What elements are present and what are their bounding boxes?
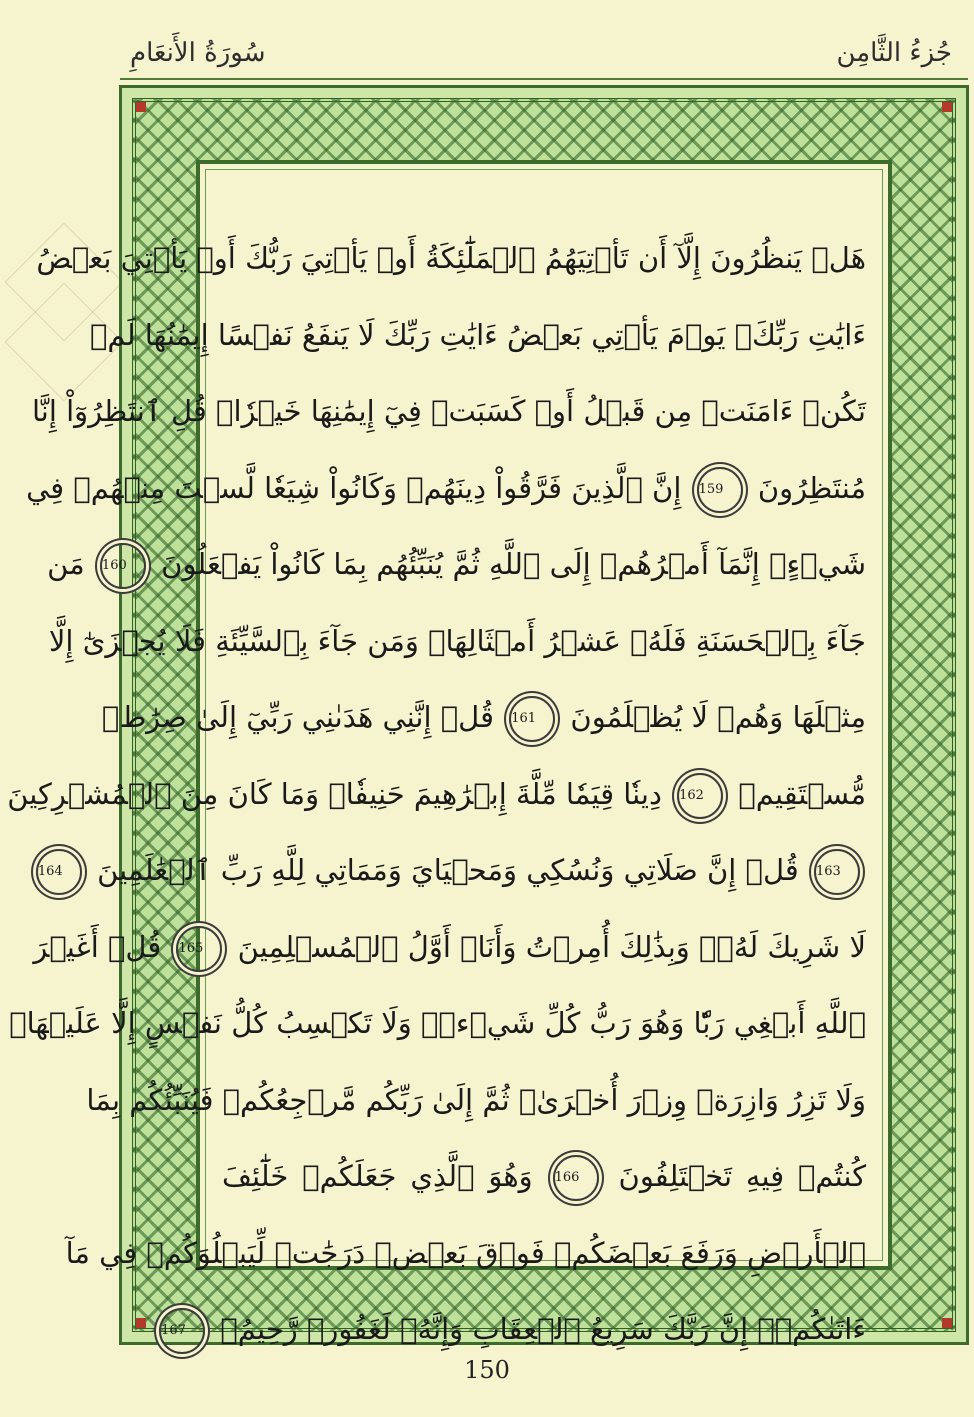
text-line xyxy=(37,832,866,909)
verse-text: ءَايَٰتِ رَبِّكَۗ يَوۡمَ يَأۡتِي بَعۡضُ ءَايَٰتِ رَبِّكَ لَا يَنفَعُ نَفۡسًا إِيمَٰنُهَا لَمۡ xyxy=(90,317,866,352)
ayah-number-marker: 164 xyxy=(36,849,82,895)
ayah-number-marker: 166 xyxy=(553,1155,599,1201)
text-line xyxy=(101,679,866,756)
verse-text: مِثۡلَهَا وَهُمۡ لَا يُظۡلَمُونَ xyxy=(570,700,866,734)
verse-text: مُنتَظِرُونَ xyxy=(757,470,866,505)
text-line xyxy=(7,756,866,833)
verse-text: تَكُنۡ ءَامَنَتۡ مِن قَبۡلُ أَوۡ كَسَبَتۡ فِيٓ إِيمَٰنِهَا خَيۡرٗاۗ قُلِ ٱنتَظِرُوٓاْ إِنَّا xyxy=(31,394,866,428)
verse-text: ٱللَّهِ أَبۡغِي رَبّٗا وَهُوَ رَبُّ كُلِّ شَيۡءٖۚ وَلَا تَكۡسِبُ كُلُّ نَفۡسٍ إِلَّا عَلَيۡهَاۚ xyxy=(9,1006,866,1040)
text-line xyxy=(222,1138,866,1215)
verse-text: مُّسۡتَقِيمٖ xyxy=(738,776,866,811)
text-line xyxy=(48,603,866,680)
corner-ornament xyxy=(942,102,952,112)
verse-text: إِنَّ ٱلَّذِينَ فَرَّقُواْ دِينَهُمۡ وَكَانُواْ شِيَعٗا لَّسۡتَ مِنۡهُمۡ فِي xyxy=(26,470,682,505)
verse-text: قُلۡ أَغَيۡرَ xyxy=(33,929,162,964)
verse-text: لَا شَرِيكَ لَهُۥۖ وَبِذَٰلِكَ أُمِرۡتُ وَأَنَا۠ أَوَّلُ ٱلۡمُسۡلِمِينَ xyxy=(237,929,866,964)
text-panel xyxy=(7,160,892,1346)
verse-lines xyxy=(7,220,888,1368)
verse-text: وَهُوَ ٱلَّذِي جَعَلَكُمۡ خَلَٰٓئِفَ xyxy=(222,1159,533,1193)
corner-ornament xyxy=(136,1318,146,1328)
text-line xyxy=(31,373,866,450)
text-line xyxy=(9,985,866,1062)
page-number: 150 xyxy=(464,1356,510,1384)
corner-ornament xyxy=(136,102,146,112)
verse-text: ءَاتَىٰكُمۡۗ إِنَّ رَبَّكَ سَرِيعُ ٱلۡعِقَابِ وَإِنَّهُۥ لَغَفُورٞ رَّحِيمُۢ xyxy=(220,1312,866,1346)
text-line xyxy=(90,297,866,374)
surah-title: سُورَةُ الأَنعَامِ xyxy=(130,38,266,68)
verse-text: قُلۡ إِنَّ صَلَاتِي وَنُسُكِي وَمَحۡيَايَ وَمَمَاتِي لِلَّهِ رَبِّ ٱلۡعَٰلَمِينَ xyxy=(97,853,799,887)
verse-text: شَيۡءٍۚ إِنَّمَآ أَمۡرُهُمۡ إِلَى ٱللَّهِ ثُمَّ يُنَبِّئُهُم بِمَا كَانُواْ يَفۡعَلُونَ xyxy=(161,547,866,581)
text-line xyxy=(65,1215,866,1292)
corner-ornament xyxy=(942,1318,952,1328)
text-line xyxy=(36,220,866,297)
verse-text: هَلۡ يَنظُرُونَ إِلَّآ أَن تَأۡتِيَهُمُ ٱلۡمَلَٰٓئِكَةُ أَوۡ يَأۡتِيَ رَبُّكَ أَوۡ يَأۡتِيَ بَعۡضُ xyxy=(36,241,866,275)
verse-text: وَلَا تَزِرُ وَازِرَةٞ وِزۡرَ أُخۡرَىٰۚ ثُمَّ إِلَىٰ رَبِّكُم مَّرۡجِعُكُمۡ فَيُنَبِّئُكُم بِمَا xyxy=(86,1082,866,1117)
verse-text: ٱلۡأَرۡضِ وَرَفَعَ بَعۡضَكُمۡ فَوۡقَ بَعۡضٖ دَرَجَٰتٖ لِّيَبۡلُوَكُمۡ فِي مَآ xyxy=(65,1235,866,1270)
text-line xyxy=(33,909,866,986)
verse-text: كُنتُمۡ فِيهِ تَخۡتَلِفُونَ xyxy=(618,1159,866,1193)
verse-text: جَآءَ بِٱلۡحَسَنَةِ فَلَهُۥ عَشۡرُ أَمۡثَالِهَاۖ وَمَن جَآءَ بِٱلسَّيِّئَةِ فَلَا يُجۡزَىٰٓ إِلَّا xyxy=(48,623,866,658)
juz-title: جُزءُ الثَّامِن xyxy=(836,38,952,68)
verse-text: قُلۡ إِنَّنِي هَدَىٰنِي رَبِّيٓ إِلَىٰ صِرَٰطٖ xyxy=(101,700,494,734)
header-divider xyxy=(120,78,968,80)
ayah-number-marker: 161 xyxy=(509,696,555,742)
text-line xyxy=(47,526,866,603)
ayah-number-marker: 163 xyxy=(814,849,860,895)
page-frame xyxy=(7,85,969,1346)
text-line xyxy=(26,450,866,527)
ayah-number-marker: 162 xyxy=(677,773,723,819)
verse-text: مَن xyxy=(47,547,85,581)
text-line xyxy=(86,1062,866,1139)
ayah-number-marker: 167 xyxy=(159,1308,205,1354)
ayah-number-marker: 160 xyxy=(100,543,146,589)
ayah-number-marker: 159 xyxy=(697,467,743,513)
verse-text: دِينٗا قِيَمٗا مِّلَّةَ إِبۡرَٰهِيمَ حَنِيفٗاۚ وَمَا كَانَ مِنَ ٱلۡمُشۡرِكِينَ xyxy=(7,776,662,811)
ayah-number-marker: 165 xyxy=(176,926,222,972)
